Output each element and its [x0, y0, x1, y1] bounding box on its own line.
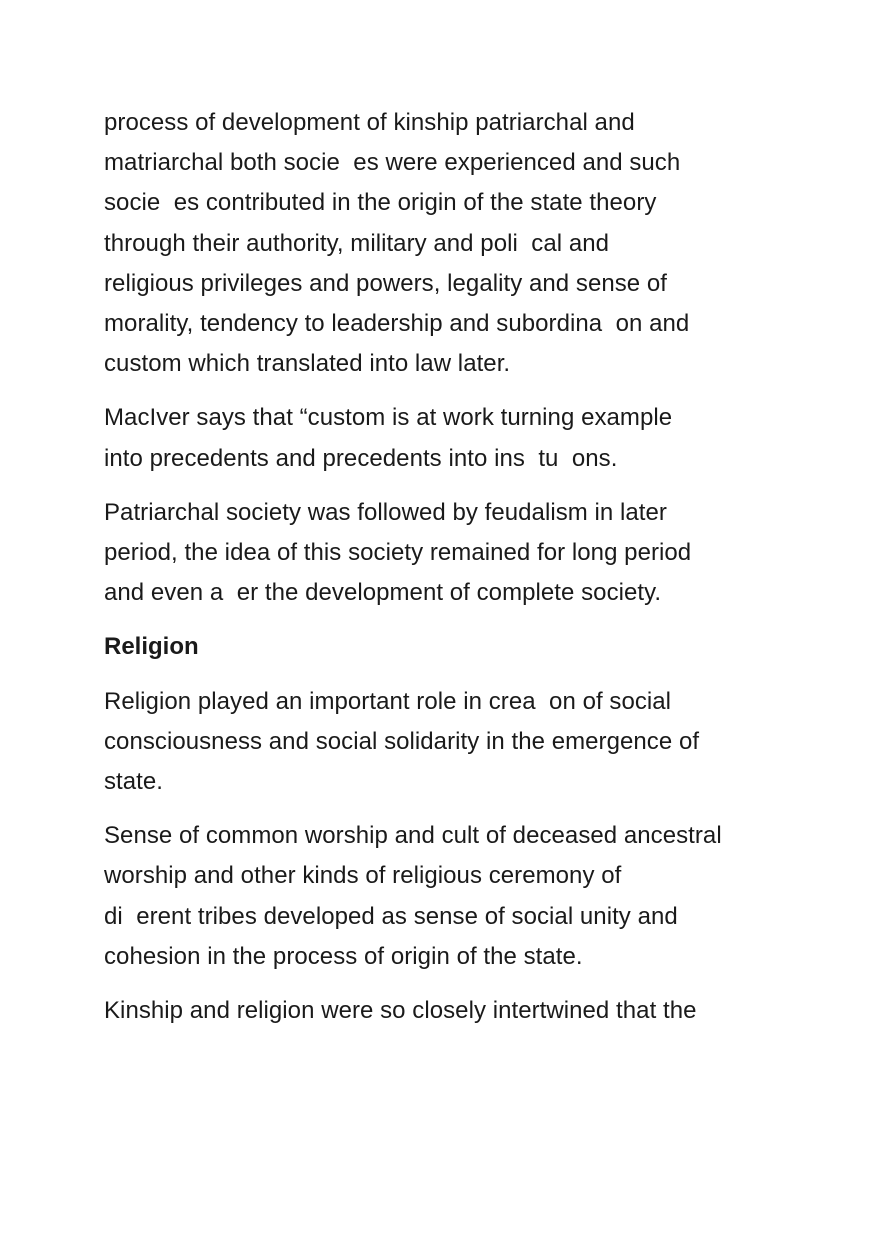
- text-line: Sense of common worship and cult of deceased ancestral: [104, 822, 722, 850]
- text-line: process of development of kinship patriarchal and: [104, 109, 635, 136]
- paragraph-maciver-quote: [104, 398, 804, 478]
- text-line: MacIver says that “custom is at work turning example: [104, 404, 673, 432]
- text-line: consciousness and social solidarity in the emergence of: [104, 727, 700, 755]
- paragraph-common-worship: [104, 816, 804, 977]
- text-line: through their authority, military and poli cal and: [104, 229, 610, 257]
- text-line: into precedents and precedents into ins tu ons.: [104, 444, 618, 472]
- text-line: Religion played an important role in crea on of social: [104, 687, 672, 715]
- text-line: socie es contributed in the origin of the state theory: [104, 189, 657, 217]
- text-line: matriarchal both socie es were experienced and such: [104, 149, 681, 177]
- paragraph-patriarchal-feudalism: [104, 493, 804, 614]
- text-line: worship and other kinds of religious ceremony of: [104, 862, 622, 890]
- text-line: period, the idea of this society remained for long period: [104, 539, 692, 567]
- document-body: [104, 103, 804, 1045]
- text-line: di erent tribes developed as sense of social unity and: [104, 902, 678, 930]
- text-line: cohesion in the process of origin of the state.: [104, 942, 583, 970]
- text-line: religious privileges and powers, legality and sense of: [104, 269, 668, 297]
- paragraph-kinship-development: [104, 103, 804, 384]
- text-line: custom which translated into law later.: [104, 350, 511, 378]
- text-line: Patriarchal society was followed by feudalism in later: [104, 498, 667, 526]
- paragraph-religion-role: [104, 682, 804, 803]
- paragraph-kinship-religion: [104, 991, 804, 1031]
- text-line: Kinship and religion were so closely intertwined that the: [104, 997, 697, 1025]
- section-heading-religion: Religion: [104, 633, 199, 661]
- text-line: and even a er the development of complete society.: [104, 579, 662, 607]
- text-line: morality, tendency to leadership and subordina on and: [104, 310, 690, 338]
- text-line: state.: [104, 768, 163, 796]
